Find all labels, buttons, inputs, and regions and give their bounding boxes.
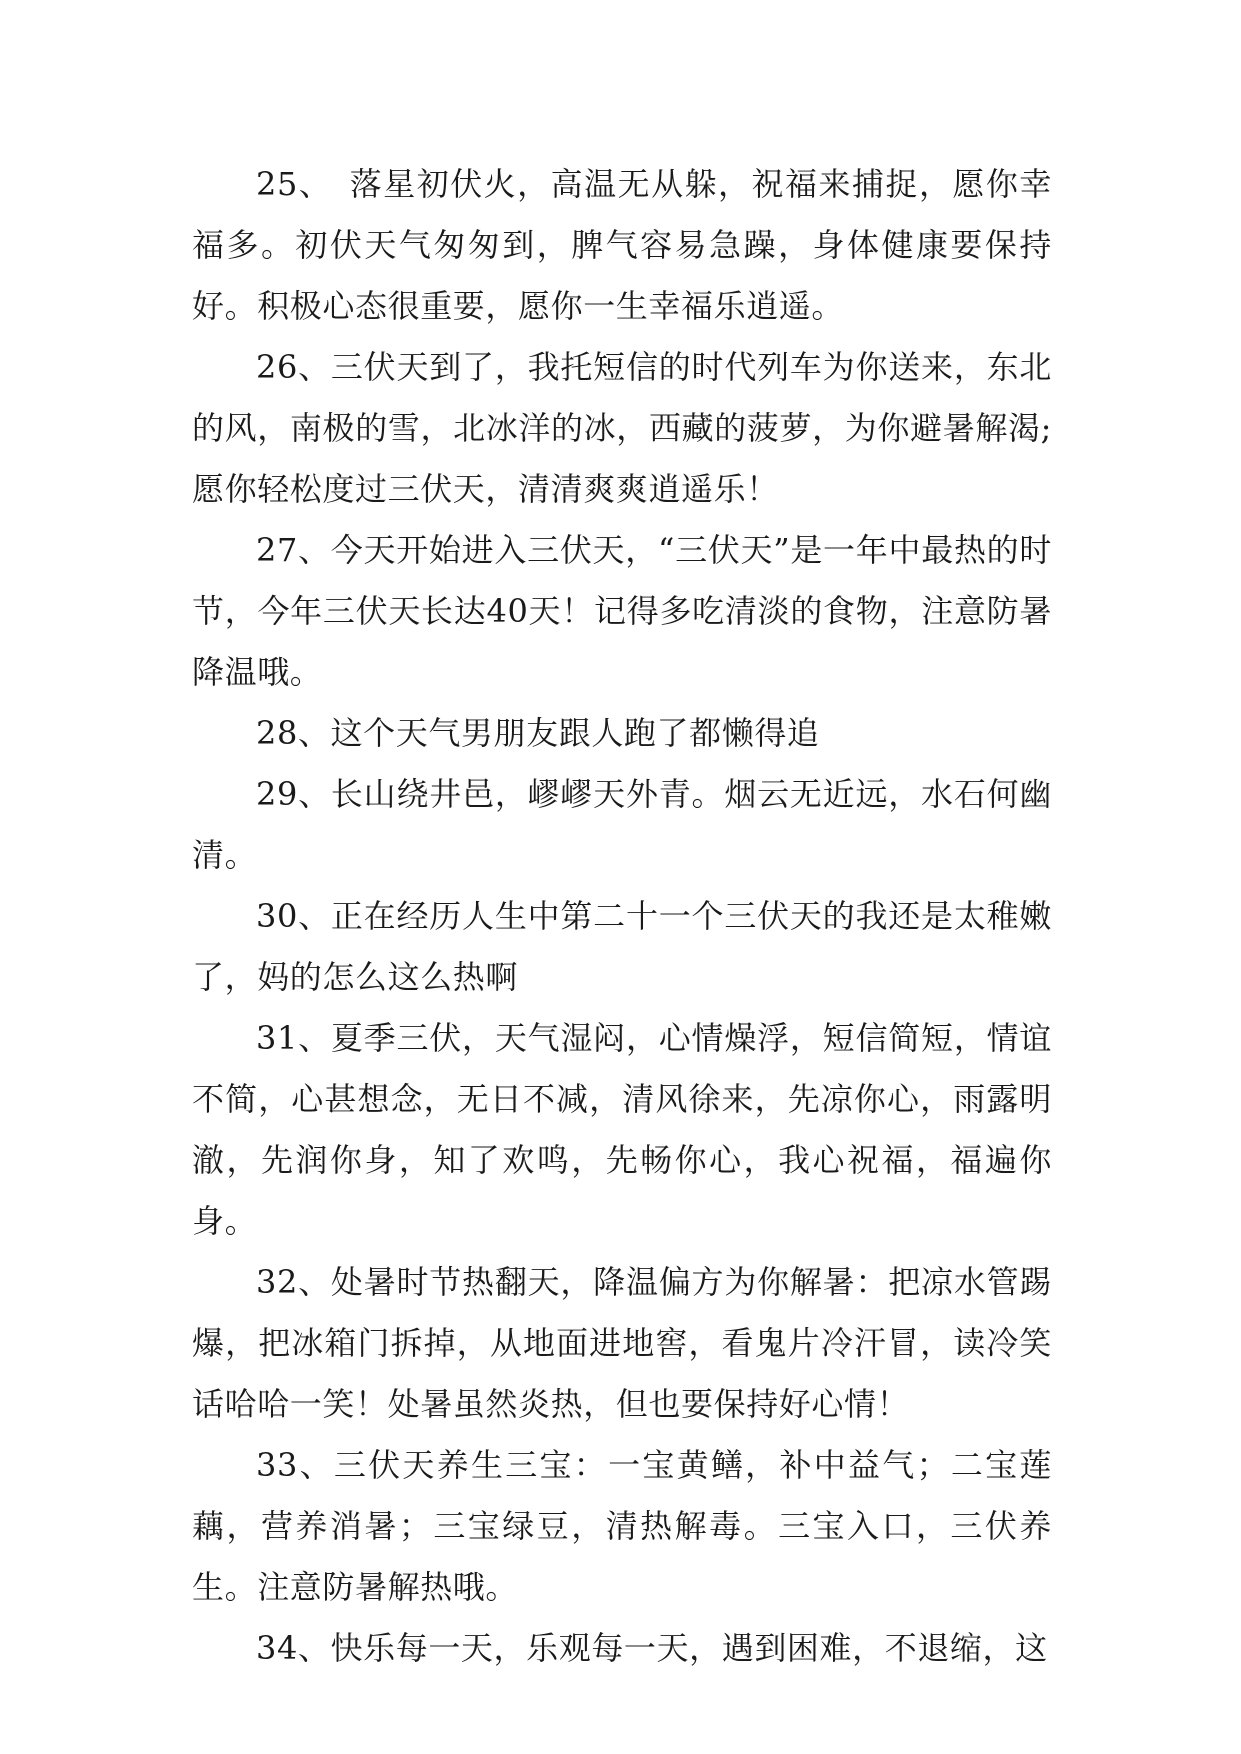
paragraph-27: 27、今天开始进入三伏天，“三伏天”是一年中最热的时节，今年三伏天长达40天！记得多吃清淡的食物，注意防暑降温哦。 xyxy=(192,531,1052,691)
paragraph-30: 30、正在经历人生中第二十一个三伏天的我还是太稚嫩了，妈的怎么这么热啊 xyxy=(192,897,1052,996)
paragraph-33: 33、三伏天养生三宝：一宝黄鳝，补中益气；二宝莲藕，营养消暑；三宝绿豆，清热解毒。三宝入口，三伏养生。注意防暑解热哦。 xyxy=(192,1446,1052,1606)
paragraph-29: 29、长山绕井邑，嵺嵺天外青。烟云无近远，水石何幽清。 xyxy=(192,775,1052,874)
paragraph-31: 31、夏季三伏，天气湿闷，心情燥浮，短信简短，情谊不简，心甚想念，无日不减，清风徐来，先凉你心，雨露明澈，先润你身，知了欢鸣，先畅你心，我心祝福，福遍你身。 xyxy=(192,1019,1052,1240)
document-page xyxy=(192,154,1052,1679)
paragraph-25: 25、 落星初伏火，高温无从躲，祝福来捕捉，愿你幸福多。初伏天气匆匆到，脾气容易急躁，身体健康要保持好。积极心态很重要，愿你一生幸福乐逍遥。 xyxy=(192,165,1052,325)
paragraph-34: 34、快乐每一天，乐观每一天，遇到困难，不退缩，这 xyxy=(256,1629,1048,1667)
paragraph-32: 32、处暑时节热翻天，降温偏方为你解暑：把凉水管踢爆，把冰箱门拆掉，从地面进地窖，看鬼片冷汗冒，读冷笑话哈哈一笑！处暑虽然炎热，但也要保持好心情！ xyxy=(192,1263,1052,1423)
paragraph-28: 28、这个天气男朋友跟人跑了都懒得追 xyxy=(256,714,820,752)
paragraph-26: 26、三伏天到了，我托短信的时代列车为你送来，东北的风，南极的雪，北冰洋的冰，西藏的菠萝，为你避暑解渴;愿你轻松度过三伏天，清清爽爽逍遥乐！ xyxy=(192,348,1052,508)
